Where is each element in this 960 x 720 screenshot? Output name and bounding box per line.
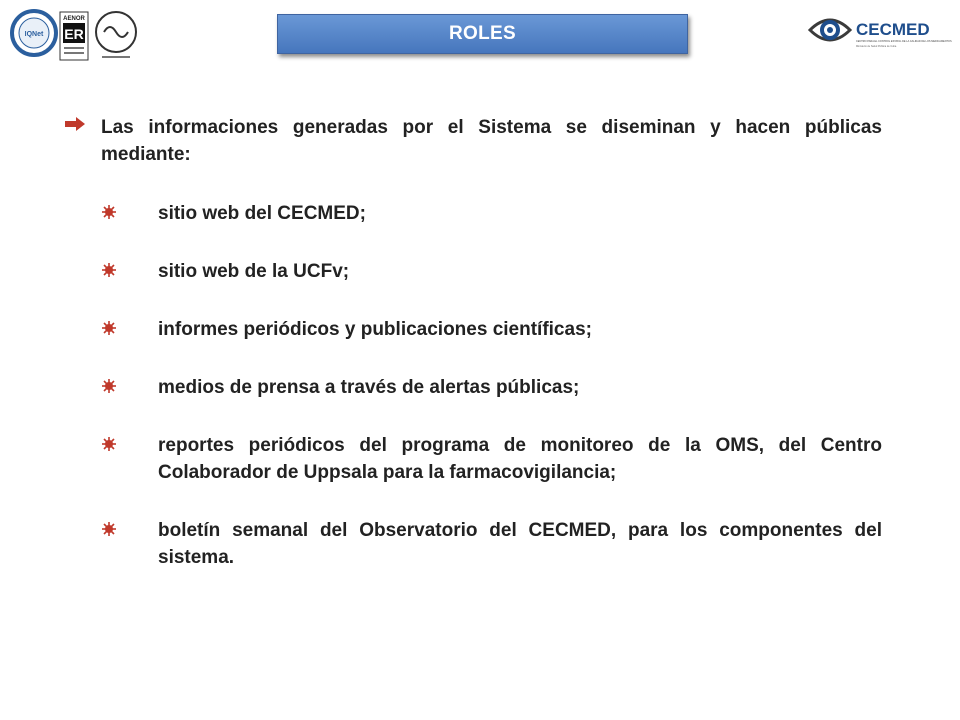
list-item <box>102 374 882 401</box>
list-item-text: sitio web de la UCFv; <box>158 261 350 282</box>
svg-text:AENOR: AENOR <box>63 16 85 22</box>
star-bullet-icon <box>102 437 116 451</box>
eye-icon <box>810 20 850 40</box>
list-item <box>102 517 882 571</box>
star-bullet-icon <box>102 522 116 536</box>
star-bullet-icon <box>102 379 116 393</box>
brand-subtitle: CENTRO PARA EL CONTROL ESTATAL DE LA CALIDAD DE LOS MEDICAMENTOS <box>856 40 952 43</box>
certification-logos <box>10 6 140 64</box>
intro-text: Las informaciones generadas por el Sistema se diseminan y hacen públicas mediante: <box>101 117 882 165</box>
iqnet-seal-logo <box>12 11 56 55</box>
title-banner <box>277 14 688 54</box>
star-bullet-icon <box>102 321 116 335</box>
list-item-text: sitio web del CECMED; <box>158 203 366 224</box>
list-item-text: reportes periódicos del programa de monitoreo de la OMS, del Centro Colaborador de Uppsala para la farmacovigilancia; <box>158 435 882 483</box>
intro-block <box>64 114 882 168</box>
dissemination-list <box>102 200 882 602</box>
brand-ministry: Ministerio de Salud Pública de Cuba <box>856 45 897 48</box>
list-item <box>102 200 882 227</box>
svg-text:IQNet: IQNet <box>24 31 44 38</box>
list-item <box>102 316 882 343</box>
brand-name: CECMED <box>856 20 930 39</box>
quality-seal-logo <box>96 12 136 58</box>
list-item-text: informes periódicos y publicaciones científicas; <box>158 319 592 340</box>
star-bullet-icon <box>102 263 116 277</box>
list-item <box>102 258 882 285</box>
cecmed-logo <box>808 8 952 58</box>
list-item-text: boletín semanal del Observatorio del CECMED, para los componentes del sistema. <box>158 520 882 568</box>
list-item-text: medios de prensa a través de alertas públicas; <box>158 377 580 398</box>
list-item <box>102 432 882 486</box>
aenor-er-logo <box>60 12 88 60</box>
svg-text:ER: ER <box>64 26 84 42</box>
arrow-bullet-icon <box>64 117 86 131</box>
star-bullet-icon <box>102 205 116 219</box>
page-title: ROLES <box>449 23 516 44</box>
